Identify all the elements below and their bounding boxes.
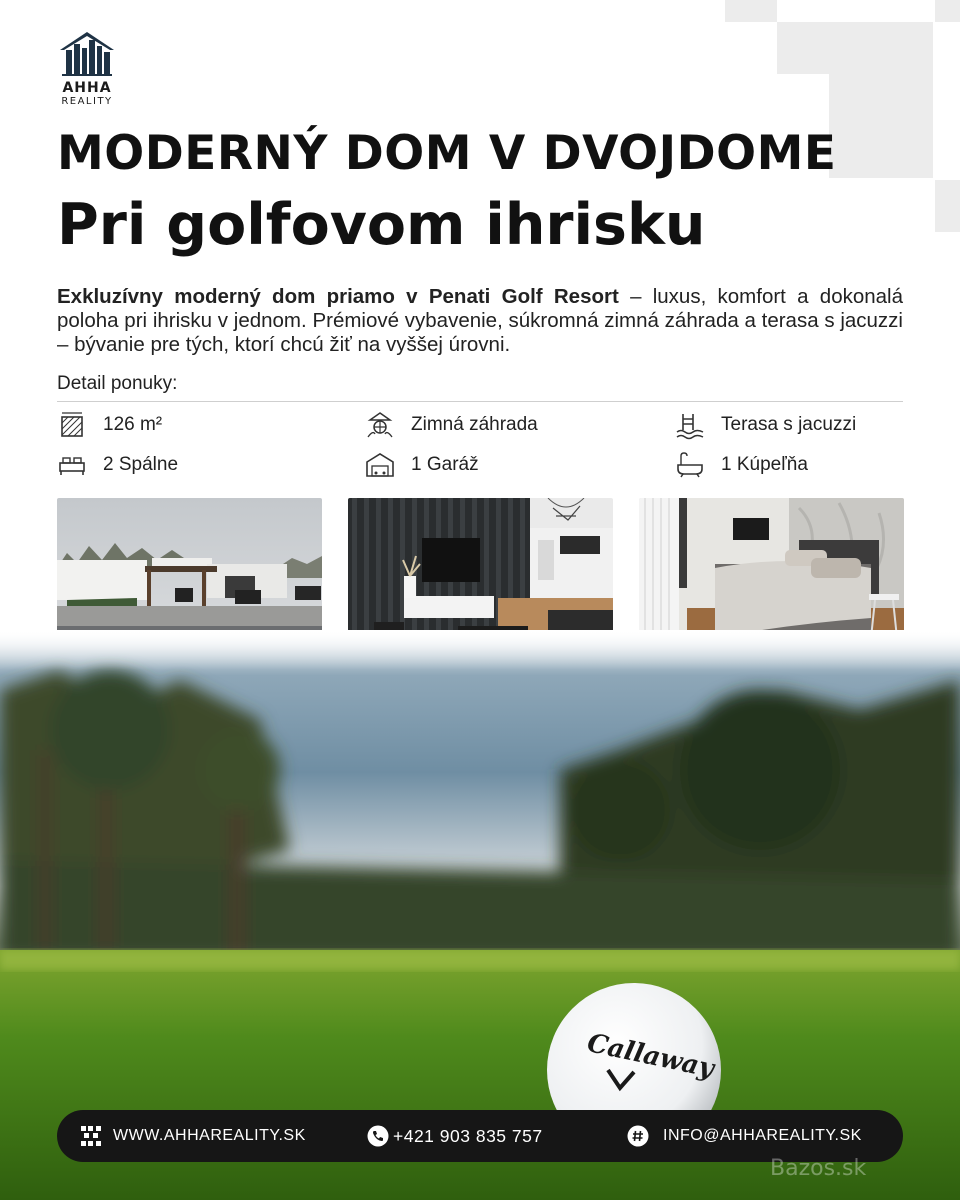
feature-winter-garden xyxy=(365,410,538,440)
contact-email[interactable] xyxy=(627,1125,862,1147)
description-highlight: Exkluzívny moderný dom priamo v Penati Golf Resort xyxy=(57,285,619,308)
brand-wordmark xyxy=(58,80,116,108)
bed-icon xyxy=(57,450,87,480)
feature-label: 2 Spálne xyxy=(103,454,179,475)
brand-name: AHHA xyxy=(62,80,112,96)
description xyxy=(57,285,903,357)
page-subtitle: Pri golfovom ihrisku xyxy=(57,192,706,258)
feature-label: Zimná záhrada xyxy=(411,414,538,435)
feature-label: 1 Garáž xyxy=(411,454,479,475)
detail-label: Detail ponuky: xyxy=(57,373,178,394)
email-link[interactable]: INFO@AHHAREALITY.SK xyxy=(663,1127,862,1144)
contact-phone[interactable] xyxy=(367,1125,543,1147)
brand-logo[interactable] xyxy=(58,30,118,110)
feature-bathroom xyxy=(675,450,808,480)
description-text: – luxus, komfort a dokonalá poloha pri ihrisku v jednom. Prémiové vybavenie, súkromná zimná záhrada a terasa s jacuzzi – bývanie pre tých, ktorí chcú žiť na vyššej úrovni. xyxy=(57,285,904,356)
winter-garden-icon xyxy=(365,410,395,440)
phone-number[interactable]: +421 903 835 757 xyxy=(393,1125,543,1146)
contact-web[interactable] xyxy=(79,1124,306,1148)
feature-area xyxy=(57,410,162,440)
hashtag-icon xyxy=(627,1125,649,1147)
phone-icon xyxy=(367,1125,389,1147)
divider xyxy=(57,401,903,402)
decor-square xyxy=(725,0,777,22)
floor-area-icon xyxy=(57,410,87,440)
feature-bedrooms xyxy=(57,450,178,480)
brand-sub: REALITY xyxy=(61,96,113,107)
feature-terrace xyxy=(675,410,856,440)
pool-terrace-icon xyxy=(675,410,705,440)
page-title: MODERNÝ DOM V DVOJDOME xyxy=(57,126,837,181)
garage-icon xyxy=(365,450,395,480)
feature-garage xyxy=(365,450,479,480)
watermark: Bazos.sk xyxy=(770,1156,867,1181)
decor-square xyxy=(777,22,933,74)
decor-square xyxy=(829,74,933,178)
building-logo-icon xyxy=(58,30,116,78)
feature-label: 126 m² xyxy=(103,414,163,435)
feature-label: Terasa s jacuzzi xyxy=(721,414,857,435)
decor-square xyxy=(935,0,960,22)
golf-ball-brand: Callaway xyxy=(584,1028,717,1085)
website-link[interactable]: WWW.AHHAREALITY.SK xyxy=(113,1127,306,1144)
feature-label: 1 Kúpeľňa xyxy=(721,454,808,475)
decor-square xyxy=(935,180,960,232)
contact-bar xyxy=(57,1110,903,1162)
bathtub-icon xyxy=(675,450,705,480)
globe-icon xyxy=(79,1124,103,1148)
